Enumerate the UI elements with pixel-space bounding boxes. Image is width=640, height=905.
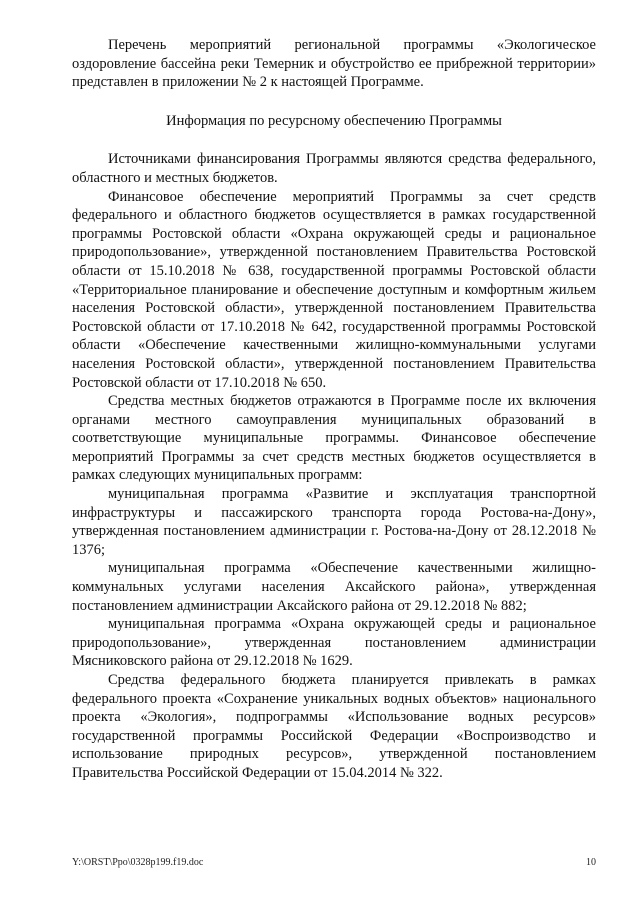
paragraph-local-budgets: Средства местных бюджетов отражаются в Программе после их включения органами местного самоуправления муниципальных образований в соответствующие муниципальные программы. Финансовое обеспечение мероприятий Программы за счет средств местных бюджетов осуществляется в рамках следующих муниципальных программ: — [72, 393, 596, 484]
paragraph-federal-budget: Средства федерального бюджета планируется привлекать в рамках федерального проекта «Сохранение уникальных водных объектов» национального проекта «Экология», подпрограммы «Использование водных ресурсов» государственной программы Российской Федерации «Воспроизводство и использование природных ресурсов», утвержденной постановлением Правительства Российской Федерации от 15.04.2014 № 322. — [72, 672, 596, 781]
paragraph-program-rostov: муниципальная программа «Развитие и эксплуатация транспортной инфраструктуры и пассажирского транспорта города Ростова-на-Дону», утвержденная постановлением администрации г. Ростова-на-Дону от 28.12.2018 № 1376; — [72, 486, 596, 558]
document-page — [72, 36, 596, 783]
footer-file-path: Y:\ORST\Ppo\0328p199.f19.doc — [72, 857, 204, 868]
paragraph-program-aksay: муниципальная программа «Обеспечение качественными жилищно-коммунальных услугами населения Аксайского района», утвержденная постановлением администрации Аксайского района от 29.12.2018 № 882; — [72, 560, 596, 614]
page-number: 10 — [586, 857, 596, 868]
intro-paragraph: Перечень мероприятий региональной программы «Экологическое оздоровление бассейна реки Темерник и обустройство ее прибрежной территории» представлен в приложении № 2 к настоящей Программе. — [72, 37, 596, 91]
section-heading: Информация по ресурсному обеспечению Программы — [166, 112, 502, 129]
paragraph-federal-regional-funding: Финансовое обеспечение мероприятий Программы за счет средств федерального и областного бюджетов осуществляется в рамках государственной программы Ростовской области «Охрана окружающей среды и рациональное природопользование», утвержденной постановлением Правительства Ростовской области от 15.10.2018 № 638, государственной программы Ростовской области «Территориальное планирование и обеспечение доступным и комфортным жильем населения Ростовской области», утвержденной постановлением Правительства Ростовской области от 17.10.2018 № 642, государственной программы Ростовской области «Обеспечение качественными жилищно-коммунальными услугами населения Ростовской области», утвержденной постановлением Правительства Ростовской области от 17.10.2018 № 650. — [72, 188, 596, 391]
paragraph-funding-sources: Источниками финансирования Программы являются средства федерального, областного и местных бюджетов. — [72, 151, 596, 186]
paragraph-program-myasnikovsky: муниципальная программа «Охрана окружающей среды и рациональное природопользование», утвержденная постановлением администрации Мясниковского района от 29.12.2018 № 1629. — [72, 616, 596, 670]
